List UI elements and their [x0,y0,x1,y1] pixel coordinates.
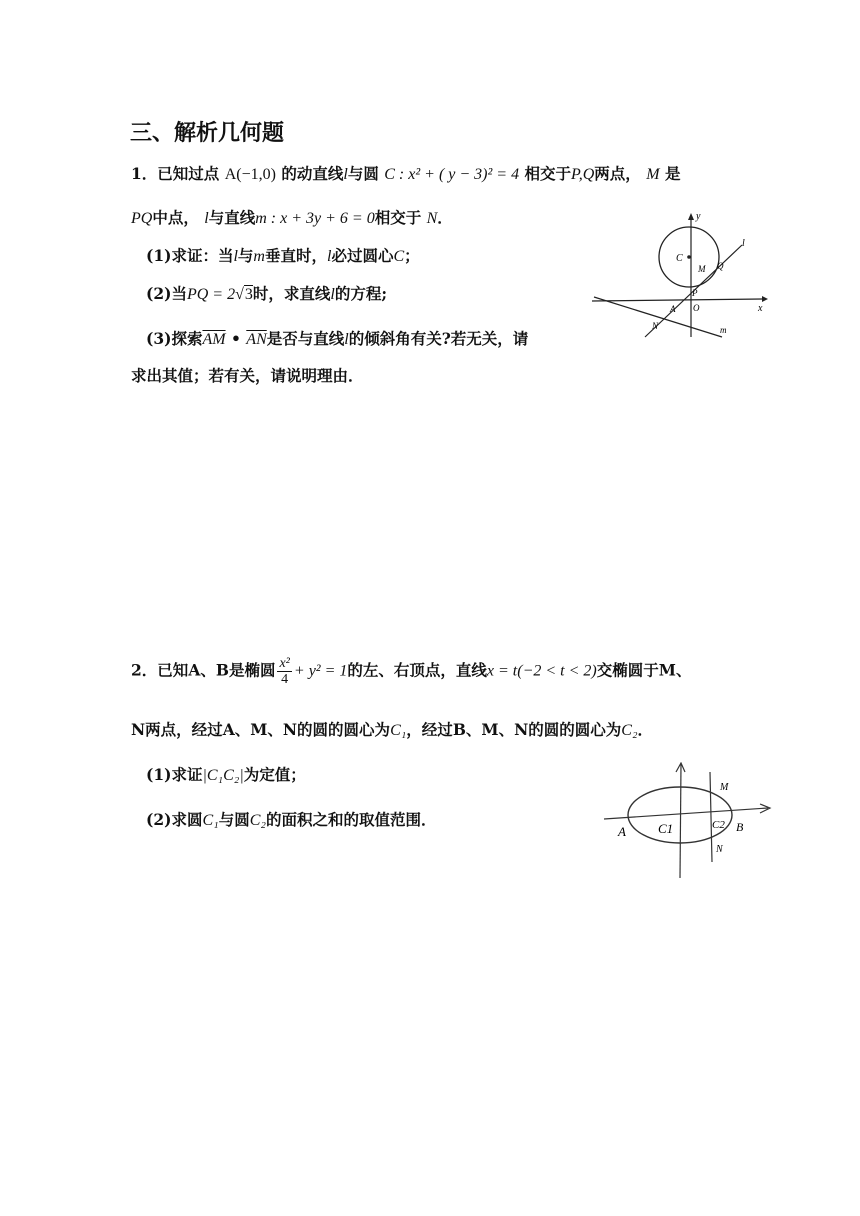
p1-question-1 [146,244,420,266]
p2-question-1 [146,763,306,785]
p1-figure [590,205,770,345]
p1-circle-eq: C : x² + ( y − 3)² = 4 [384,166,520,183]
p1-text: 的方程; [334,284,388,303]
p2-fig-m: M [720,782,729,793]
p2-text: 交椭圆于 [596,660,659,680]
p1-number: 1． [131,164,158,183]
p1-text: 与 [237,246,254,265]
p1-text: 时，求直线 [252,284,331,303]
p2-text: 已知 [157,660,189,680]
p2-amn: A、M、N [222,720,298,739]
p1-text: 垂直时， [264,246,327,265]
p2-ab: A、B [188,660,229,680]
p2-abs-c1c2: |C₁C₂| [202,767,244,784]
p1-line-m-eq: m : x + 3y + 6 = 0 [255,210,375,227]
p1-text: 的动直线 [281,164,344,183]
p2-question-2 [146,808,436,830]
p2-text: 的圆的圆心为 [297,720,391,739]
p1-line-2 [131,206,453,228]
p2-text: 的圆的圆心为 [528,720,622,739]
p1-question-2: (2)当PQ = 2√3时，求直线l的方程; [146,284,388,303]
p1-point-a: A(−1,0) [224,166,276,183]
p2-line-2 [131,718,653,740]
p2-text: (2)求圆 [146,810,203,829]
p1-l: l [327,248,332,265]
p1-question-3-cont: 求出其值；若有关，请说明理由． [131,366,364,385]
p1-question-3 [146,327,528,349]
p1-m: m [253,248,265,265]
p2-frac-num: x² [279,656,290,671]
p1-fig-o: O [693,303,700,313]
p2-fig-c2: C2 [712,819,725,831]
p1-vector-an: $\overline{AN}$ [246,331,267,348]
p2-c1: C₁ [390,722,407,739]
p1-l: l [204,210,209,227]
p2-sep: 、 [675,660,692,680]
p2-text: (1)求证 [146,765,203,784]
p1-fig-c: C [676,253,683,264]
p1-m-point: M [646,166,660,183]
p1-text: 相交于 [374,208,422,227]
p1-pq: P,Q [571,166,595,183]
p1-fig-m: M [698,264,706,274]
p2-y-axis [680,764,681,878]
p2-line-x-t [710,772,712,862]
p1-text: 两点， [594,164,641,183]
p1-l: l [344,331,349,348]
p2-text: 为定值； [243,765,306,784]
p2-c2: C₂ [249,812,266,829]
section-title: 三、解析几何题 [130,121,285,146]
p2-text: ，经过 [406,720,453,739]
p1-line-1 [131,162,680,184]
p1-text: ． [437,208,453,227]
p1-x-axis [592,299,762,301]
p2-c1: C₁ [202,812,219,829]
p1-pq-seg: PQ [131,210,153,227]
p1-fig-p: P [692,288,698,298]
p2-line-eq: x = t(−2 < t < 2) [486,662,597,680]
p1-dot: • [230,329,241,348]
p1-l: l [343,166,348,183]
p1-l: l [330,286,335,303]
p1-text: 与圆 [347,164,379,183]
p1-center-dot [687,255,691,259]
p2-figure [600,762,780,882]
p1-text: (1)求证：当 [146,246,234,265]
p1-fig-x: x [758,303,763,314]
p1-text: (2)当 [146,284,187,303]
p2-fraction [277,656,291,687]
p1-text: 的倾斜角有关?若无关，请 [348,329,529,348]
p2-text: 是椭圆 [228,660,276,680]
p1-fig-m-line: m [720,325,727,335]
p1-text: 与直线 [208,208,256,227]
p2-number: 2． [131,660,158,680]
p2-text: 的左、右顶点，直线 [347,660,487,680]
p2-fig-c1: C1 [658,821,674,836]
p1-fig-l: l [742,238,745,249]
p2-text: 的面积之和的取值范围． [265,810,437,829]
p1-y-arrow [688,213,694,220]
p1-text: 是否与直线 [266,329,345,348]
p2-line-1 [131,656,691,687]
p1-fig-a: A [670,304,676,314]
p2-text: 与圆 [218,810,250,829]
p2-text: 两点，经过 [145,720,223,739]
p1-text: ； [404,246,420,265]
p2-m: M [658,660,676,680]
p1-text: 中点， [152,208,199,227]
p1-x-arrow [762,296,768,302]
p1-pq-eq: PQ = 2 [186,286,236,303]
p2-c2: C₂ [621,722,638,739]
p1-text: 相交于 [524,164,572,183]
p2-fig-a: A [618,824,626,839]
p1-n-point: N [426,210,438,227]
p1-line-m [594,297,722,337]
p1-text: 是 [664,164,681,183]
p1-fig-n: N [652,321,659,331]
p2-fig-n: N [716,844,723,855]
p1-text: 已知过点 [157,164,220,183]
p1-l: l [233,248,238,265]
p1-fig-y: y [696,211,701,222]
p2-ellipse-rest: + y² = 1 [293,662,348,680]
p1-text: (3)探索 [146,329,203,348]
p2-frac-den: 4 [281,672,289,687]
p2-bmn: B、M、N [452,720,529,739]
p1-sqrt-radicand: 3 [244,286,253,303]
p1-vector-am: $\overline{AM}$ [202,331,226,348]
p1-text: 必过圆心 [331,246,394,265]
p1-c: C [393,248,405,265]
p2-text: ． [637,720,654,739]
p2-fig-b: B [736,820,744,834]
p1-fig-q: Q [717,261,724,271]
p2-n: N [131,720,146,739]
